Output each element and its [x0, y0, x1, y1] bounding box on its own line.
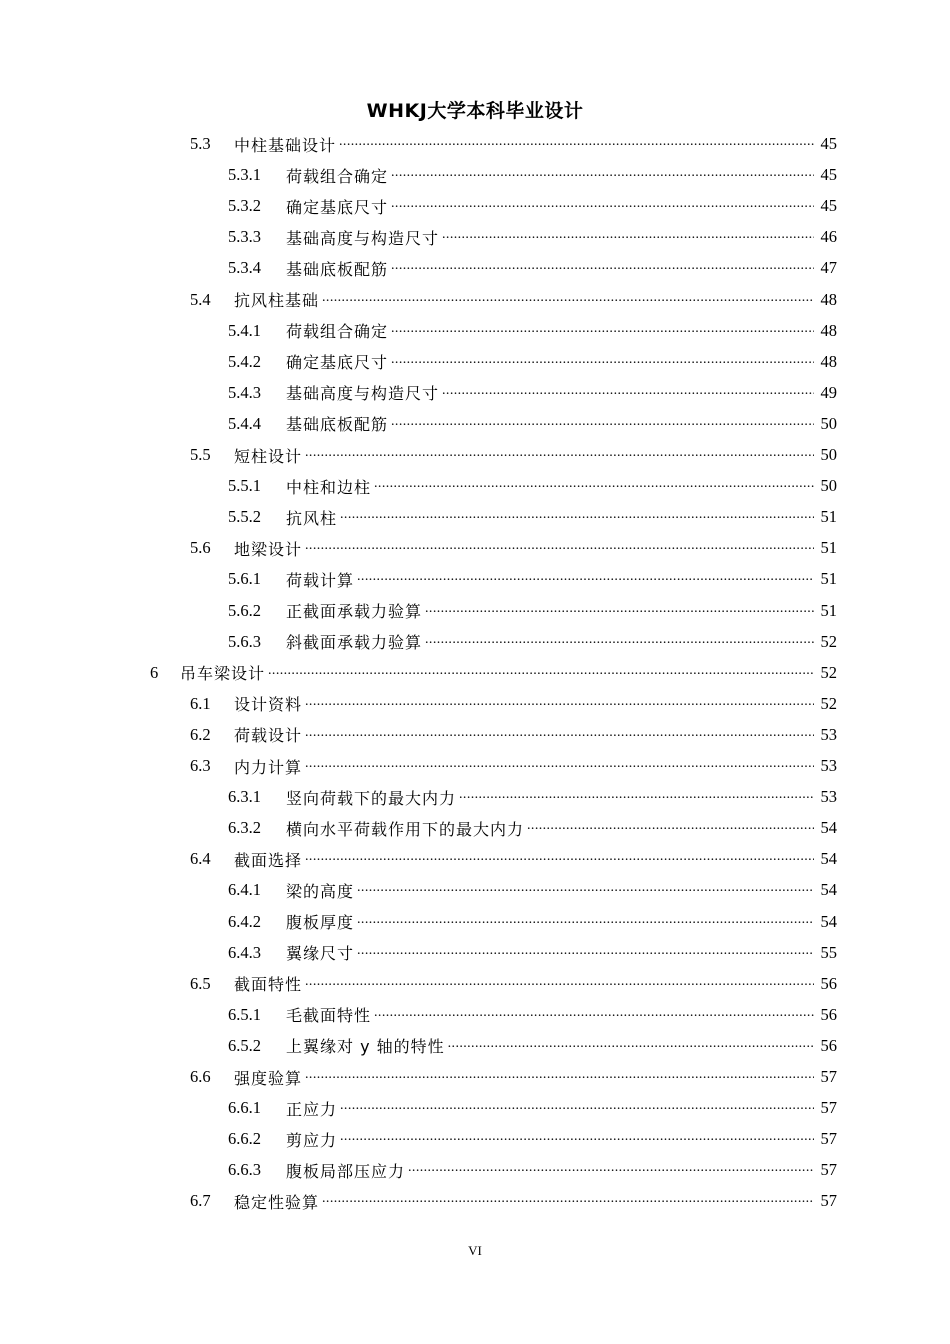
- toc-leader-dots: [391, 325, 814, 341]
- toc-entry[interactable]: [228, 471, 837, 502]
- toc-entry-number: 6.5.1: [228, 1004, 261, 1024]
- toc-leader-dots: [391, 200, 814, 216]
- toc-leader-dots: [357, 916, 814, 932]
- toc-entry-title: 确定基底尺寸: [286, 197, 389, 217]
- toc-leader-dots: [391, 262, 814, 278]
- toc-entry-number: 6.7: [190, 1191, 211, 1211]
- toc-entry-title: 中柱基础设计: [234, 135, 337, 155]
- toc-leader-dots: [340, 1133, 814, 1149]
- toc-entry-title: 梁的高度: [286, 881, 355, 901]
- toc-leader-dots: [442, 387, 814, 403]
- toc-entry-page: 57: [820, 1129, 837, 1149]
- toc-entry-number: 6.4.2: [228, 911, 261, 931]
- toc-entry-number: 5.5.1: [228, 476, 261, 496]
- toc-entry-title: 内力计算: [234, 757, 303, 777]
- toc-entry-title: 抗风柱基础: [234, 291, 320, 310]
- toc-entry-number: 6.5.2: [228, 1035, 261, 1055]
- toc-entry[interactable]: [228, 408, 837, 439]
- toc-entry[interactable]: [228, 253, 837, 284]
- toc-entry-number: 5.3.1: [228, 165, 261, 185]
- toc-entry-title: 设计资料: [234, 695, 303, 715]
- toc-entry-page: 57: [820, 1098, 837, 1118]
- toc-leader-dots: [305, 978, 814, 994]
- toc-entry-page: 51: [820, 569, 837, 589]
- toc-entry-number: 5.6.3: [228, 631, 261, 651]
- toc-entry[interactable]: [228, 937, 837, 968]
- toc-leader-dots: [322, 1195, 814, 1211]
- toc-entry-page: 54: [820, 880, 837, 900]
- toc-leader-dots: [305, 853, 814, 869]
- toc-entry[interactable]: [190, 968, 837, 999]
- toc-entry[interactable]: [190, 1062, 837, 1093]
- toc-entry-number: 6.3.1: [228, 787, 261, 807]
- toc-entry[interactable]: [190, 284, 837, 315]
- toc-leader-dots: [305, 1071, 814, 1087]
- toc-entry-page: 48: [820, 320, 837, 340]
- toc-leader-dots: [374, 1009, 814, 1025]
- toc-entry-page: 56: [820, 1004, 837, 1024]
- toc-entry-number: 6.6.3: [228, 1160, 261, 1180]
- toc-entry[interactable]: [228, 1124, 837, 1155]
- toc-leader-dots: [340, 1102, 814, 1118]
- toc-entry-title: 基础底板配筋: [286, 259, 389, 279]
- toc-entry-page: 48: [820, 351, 837, 371]
- toc-entry-page: 53: [820, 787, 837, 807]
- toc-entry-page: 56: [820, 1035, 837, 1055]
- toc-entry[interactable]: [190, 751, 837, 782]
- toc-entry[interactable]: [228, 999, 837, 1030]
- toc-entry-number: 5.3.2: [228, 196, 261, 216]
- toc-entry[interactable]: [228, 595, 837, 626]
- toc-entry-title: 横向水平荷载作用下的最大内力: [286, 819, 525, 839]
- toc-leader-dots: [339, 138, 814, 154]
- toc-leader-dots: [357, 947, 814, 963]
- toc-entry-page: 52: [820, 693, 837, 713]
- toc-entry-number: 5.4.4: [228, 413, 261, 433]
- toc-entry-page: 55: [820, 942, 837, 962]
- toc-entry-number: 5.5: [190, 445, 211, 464]
- toc-entry[interactable]: [190, 440, 837, 471]
- toc-entry[interactable]: [228, 315, 837, 346]
- toc-leader-dots: [340, 511, 814, 527]
- toc-entry[interactable]: [190, 688, 837, 719]
- toc-entry[interactable]: [228, 222, 837, 253]
- toc-entry-page: 54: [820, 911, 837, 931]
- toc-entry-number: 6.4: [190, 849, 211, 869]
- toc-entry-title: 吊车梁设计: [180, 664, 266, 684]
- toc-entry[interactable]: [190, 533, 837, 564]
- toc-entry-page: 51: [820, 538, 837, 558]
- toc-leader-dots: [305, 698, 814, 714]
- toc-entry-page: 45: [820, 134, 837, 153]
- toc-entry-title: 上翼缘对 y 轴的特性: [286, 1037, 445, 1057]
- toc-leader-dots: [268, 667, 814, 683]
- toc-entry-title: 剪应力: [286, 1130, 338, 1150]
- toc-entry-number: 6.5: [190, 973, 211, 993]
- toc-entry[interactable]: [228, 1155, 837, 1186]
- toc-entry-page: 45: [820, 196, 837, 216]
- toc-entry-title: 确定基底尺寸: [286, 353, 389, 373]
- toc-entry-title: 腹板厚度: [286, 913, 355, 932]
- toc-entry-title: 翼缘尺寸: [286, 944, 355, 964]
- toc-entry-page: 57: [820, 1067, 837, 1086]
- toc-entry-page: 49: [820, 382, 837, 402]
- toc-entry-title: 荷载设计: [234, 726, 303, 746]
- toc-leader-dots: [448, 1040, 814, 1056]
- toc-entry-number: 6.6.2: [228, 1129, 261, 1149]
- toc-entry-number: 6.3: [190, 756, 211, 775]
- toc-entry-title: 基础高度与构造尺寸: [286, 228, 440, 248]
- toc-entry[interactable]: [228, 377, 837, 408]
- toc-entry-title: 抗风柱: [286, 508, 338, 528]
- toc-leader-dots: [305, 729, 814, 745]
- toc-entry[interactable]: [228, 502, 837, 533]
- toc-entry[interactable]: [228, 160, 837, 191]
- toc-entry-title: 毛截面特性: [286, 1006, 372, 1026]
- toc-entry-title: 竖向荷载下的最大内力: [286, 788, 457, 808]
- toc-entry-number: 6.1: [190, 693, 211, 713]
- toc-entry-title: 截面选择: [234, 850, 303, 870]
- toc-leader-dots: [305, 542, 814, 558]
- toc-entry-page: 50: [820, 413, 837, 433]
- toc-leader-dots: [459, 791, 814, 807]
- toc-leader-dots: [357, 884, 814, 900]
- toc-entry-title: 荷载组合确定: [286, 322, 389, 342]
- toc-leader-dots: [357, 573, 814, 589]
- toc-leader-dots: [305, 449, 814, 465]
- toc-entry-number: 5.6: [190, 538, 211, 558]
- toc-leader-dots: [391, 169, 814, 185]
- toc-entry-number: 5.5.2: [228, 507, 261, 527]
- toc-entry-number: 6.4.3: [228, 942, 261, 962]
- toc-entry[interactable]: [190, 719, 837, 750]
- toc-entry-page: 47: [820, 258, 837, 278]
- toc-entry-page: 53: [820, 724, 837, 744]
- toc-entry[interactable]: [228, 626, 837, 657]
- toc-leader-dots: [374, 480, 814, 496]
- toc-entry[interactable]: [190, 1186, 837, 1217]
- toc-entry-page: 50: [820, 445, 837, 464]
- toc-entry-title: 中柱和边柱: [286, 477, 372, 497]
- toc-leader-dots: [442, 231, 814, 247]
- toc-leader-dots: [391, 356, 814, 372]
- toc-entry-title: 腹板局部压应力: [286, 1161, 406, 1181]
- toc-entry-number: 5.3.4: [228, 258, 261, 278]
- toc-entry-number: 6.6.1: [228, 1098, 261, 1118]
- toc-entry-title: 基础底板配筋: [286, 415, 389, 435]
- toc-entry-number: 6: [150, 662, 159, 682]
- toc-entry[interactable]: [228, 191, 837, 222]
- toc-entry[interactable]: [228, 1030, 837, 1061]
- toc-entry-number: 5.6.2: [228, 600, 261, 620]
- page-number: VI: [468, 1243, 482, 1258]
- toc-entry-page: 56: [820, 973, 837, 993]
- toc-entry-number: 6.2: [190, 724, 211, 744]
- toc-entry-page: 50: [820, 476, 837, 496]
- toc-leader-dots: [305, 760, 814, 776]
- toc-entry-title: 正截面承载力验算: [286, 602, 423, 621]
- toc-entry-page: 51: [820, 507, 837, 527]
- toc-entry-page: 51: [820, 600, 837, 620]
- running-header: WHKJ大学本科毕业设计: [366, 100, 584, 122]
- toc-entry-number: 5.4: [190, 289, 211, 309]
- toc-leader-dots: [425, 636, 814, 652]
- toc-leader-dots: [425, 605, 814, 621]
- toc-entry-title: 正应力: [286, 1099, 338, 1119]
- toc-entry-number: 5.4.2: [228, 351, 261, 371]
- toc-entry-number: 5.3.3: [228, 227, 261, 247]
- toc-entry[interactable]: [228, 906, 837, 937]
- toc-entry-number: 6.3.2: [228, 818, 261, 838]
- toc-entry-number: 5.3: [190, 134, 211, 153]
- toc-entry-page: 52: [820, 631, 837, 651]
- toc-entry-page: 48: [820, 289, 837, 309]
- toc-entry-number: 5.4.3: [228, 382, 261, 402]
- toc-entry[interactable]: [228, 782, 837, 813]
- toc-entry[interactable]: [190, 844, 837, 875]
- toc-entry-page: 54: [820, 849, 837, 869]
- toc-entry-page: 57: [820, 1160, 837, 1180]
- toc-entry[interactable]: [228, 1093, 837, 1124]
- toc-entry[interactable]: [228, 564, 837, 595]
- toc-entry-title: 荷载组合确定: [286, 166, 389, 186]
- toc-entry-page: 46: [820, 227, 837, 247]
- toc-entry-page: 57: [820, 1191, 837, 1211]
- toc-entry[interactable]: [150, 657, 837, 688]
- toc-entry-number: 6.4.1: [228, 880, 261, 900]
- toc-leader-dots: [408, 1164, 814, 1180]
- toc-entry-page: 53: [820, 756, 837, 775]
- toc-entry-title: 短柱设计: [234, 446, 303, 466]
- toc-entry-page: 54: [820, 818, 837, 838]
- toc-entry-page: 45: [820, 165, 837, 185]
- toc-entry-title: 稳定性验算: [234, 1192, 320, 1212]
- toc-entry-number: 5.6.1: [228, 569, 261, 589]
- toc-entry[interactable]: [190, 129, 837, 160]
- toc-entry[interactable]: [228, 346, 837, 377]
- toc-leader-dots: [391, 418, 814, 434]
- toc-entry-title: 地梁设计: [234, 539, 303, 559]
- toc-entry-title: 基础高度与构造尺寸: [286, 384, 440, 404]
- toc-entry-title: 截面特性: [234, 975, 303, 995]
- toc-entry-title: 强度验算: [234, 1068, 303, 1088]
- toc-entry-title: 荷载计算: [286, 570, 355, 590]
- toc-entry-title: 斜截面承载力验算: [286, 633, 423, 653]
- toc-entry-page: 52: [820, 662, 837, 682]
- toc-entry[interactable]: [228, 813, 837, 844]
- toc-entry-number: 5.4.1: [228, 320, 261, 340]
- toc-entry-number: 6.6: [190, 1067, 211, 1086]
- toc-leader-dots: [527, 822, 814, 838]
- toc-leader-dots: [322, 294, 814, 310]
- toc-entry[interactable]: [228, 875, 837, 906]
